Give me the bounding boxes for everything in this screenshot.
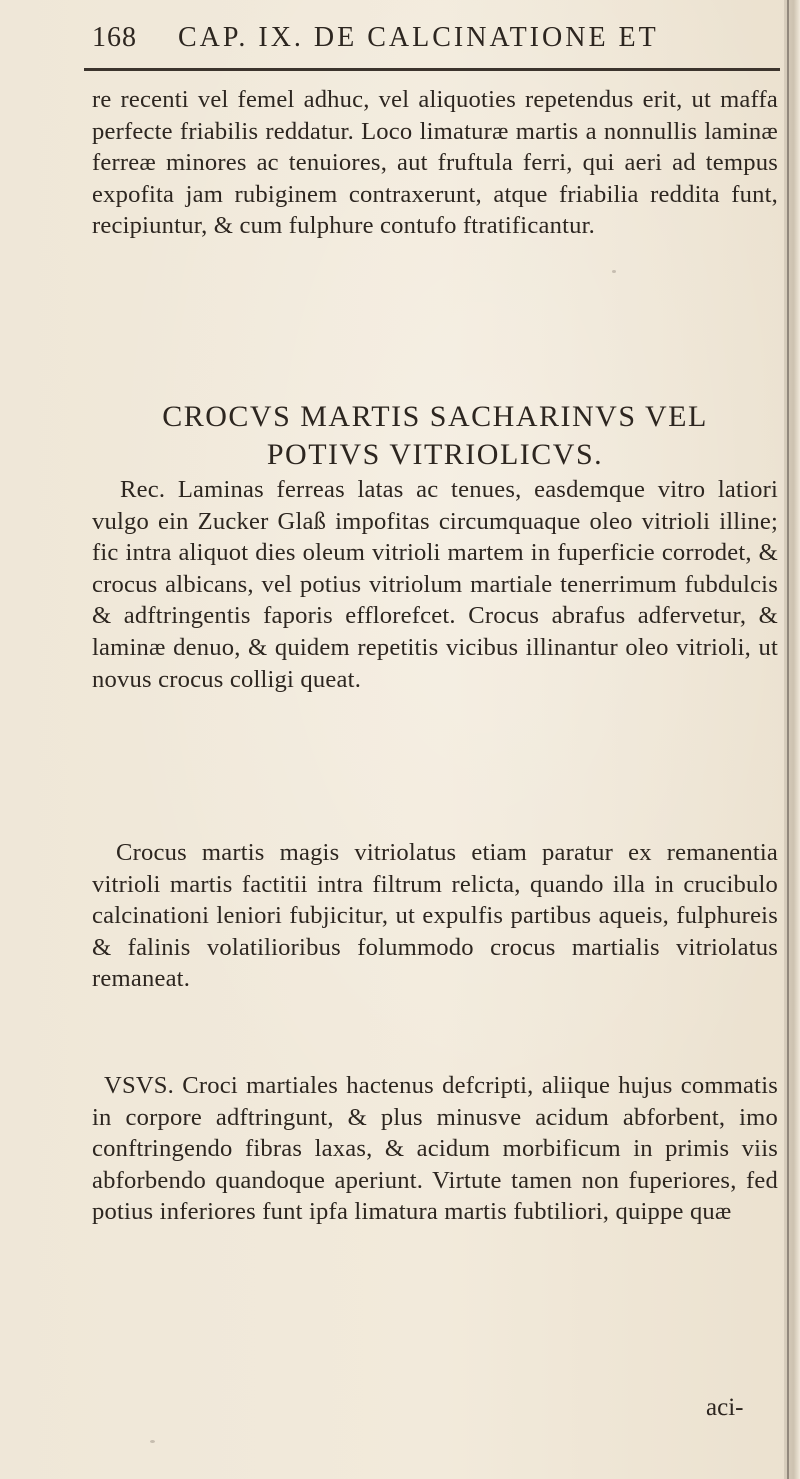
paragraph-recipe: Rec. Laminas ferreas latas ac tenues, easdemque vitro latiori vulgo ein Zucker Glaß impofitas circumquaque oleo vitrioli illine; fic intra aliquot dies oleum vitrioli martem in fuperficie corrodet, & crocus albicans, vel potius vitriolum martiale tenerrimum fubdulcis & adftringentis faporis efflorefcet. Crocus abrafus adfervetur, & laminæ denuo, & quidem repetitis vicibus illinantur oleo vitrioli, ut novus crocus colligi queat. (92, 476, 778, 693)
catchword: aci- (706, 1394, 744, 1421)
paper-speck (340, 1180, 343, 1183)
running-head: CAP. IX. DE CALCINATIONE ET (178, 22, 659, 53)
page-edge (784, 0, 800, 1479)
paragraph-limatura: re recenti vel femel adhuc, vel aliquoties repetendus erit, ut maffa perfecte friabilis reddatur. Loco limaturæ martis a nonnullis laminæ ferreæ minores ac tenuiores, aut fruftula ferri, qui aeri ad tempus expofita jam rubiginem contraxerunt, atque friabilia reddita funt, recipiuntur, & cum fulphure contufo ftratificantur. (92, 86, 778, 240)
header-rule (84, 68, 780, 71)
section-title-line-1: CROCVS MARTIS SACHARINVS VEL (162, 400, 708, 433)
paper-speck (612, 270, 616, 273)
section-title-line-2: POTIVS VITRIOLICVS. (266, 438, 604, 471)
page-number: 168 (92, 22, 137, 53)
paragraph-vitriolatus: Crocus martis magis vitriolatus etiam paratur ex remanentia vitrioli martis factitii intra filtrum relicta, quando illa in crucibulo calcinationi leniori fubjicitur, ut expulfis partibus aqueis, fulphureis & falinis volatilioribus folummodo crocus martialis vitriolatus remaneat. (92, 839, 778, 993)
paper-speck (150, 1440, 155, 1443)
page-header (92, 18, 792, 68)
paragraph-usus: VSVS. Croci martiales hactenus defcripti, aliique hujus commatis in corpore adftringunt, & plus minusve acidum abforbent, imo conftringendo fibras laxas, & acidum morbificum in primis viis abforbendo quandoque aperiunt. Virtute tamen non fuperiores, fed potius inferiores funt ipfa limatura martis fubtiliori, quippe quæ (92, 1072, 778, 1226)
